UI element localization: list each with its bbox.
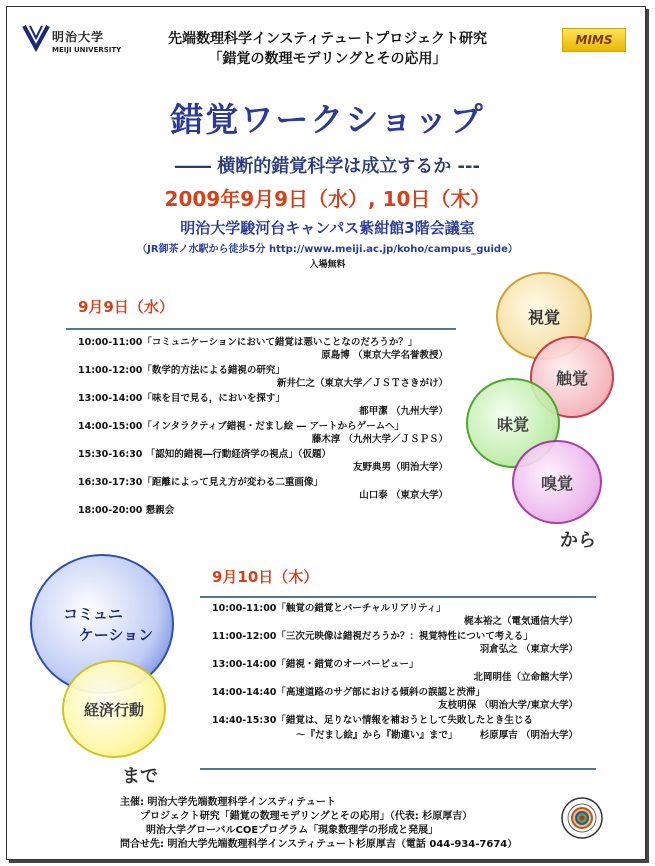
economics-label: 経済行動 <box>83 700 144 719</box>
admission-note: 入場無料 <box>309 260 346 270</box>
day1-schedule <box>78 336 448 519</box>
session-speaker: 藤木淳 （九州大学／ＪＳＰＳ） <box>311 434 448 445</box>
logo-text-jp: 明治大学 <box>52 30 105 44</box>
session-line: 15:30-16:30 「認知的錯視―行動経済学の視点」（仮題） <box>78 449 331 460</box>
session-line: ～『だまし絵』から『勘違い』まで」 <box>296 730 458 741</box>
logo-text-en: MEIJI UNIVERSITY <box>52 46 122 54</box>
session-line: 14:40-15:30「錯覚は、足りない情報を補おうとして失敗したとき生じる <box>212 715 533 726</box>
project-line: 先端数理科学インスティテュートプロジェクト研究 <box>167 31 488 47</box>
session-speaker: 都甲潔 （九州大学） <box>359 406 448 417</box>
taste-label: 味覚 <box>496 414 529 434</box>
footer-project: プロジェクト研究「錯覚の数理モデリングとその応用」（代表: 杉原厚吉） <box>140 811 473 822</box>
session-speaker: 北岡明佳（立命館大学） <box>473 672 578 683</box>
footer-organizer: 主催: 明治大学先端数理科学インスティテュート <box>120 797 336 808</box>
session-speaker: 山口泰 （東京大学） <box>359 490 448 501</box>
day2-heading: 9月10日（木） <box>212 568 319 586</box>
session-speaker: 羽倉弘之 （東京大学） <box>479 644 578 655</box>
session-line: 14:00-14:40「高速道路のサグ部における傾斜の誤認と渋滞」 <box>212 687 486 698</box>
session-speaker: 友枝明保 （明治大学/東京大学） <box>438 700 578 711</box>
event-subtitle: ―― 横断的錯覚科学は成立するか --- <box>175 156 480 177</box>
event-venue: 明治大学駿河台キャンパス紫紺館3階会議室 <box>180 219 475 237</box>
communication-label-2: ケーション <box>78 626 154 644</box>
session-line: 11:00-12:00「三次元映像は錯視だろうか？：視覚特性について考える」 <box>212 631 533 642</box>
session-speaker: 新井仁之（東京大学／ＪＳＴさきがけ） <box>276 378 448 389</box>
gcoe-seal-icon <box>560 796 604 840</box>
session-line: 14:00-15:00「インタラクティブ錯視・だまし絵 ― アートからゲームへ」 <box>78 421 405 432</box>
touch-label: 触覚 <box>555 368 588 388</box>
from-label: から <box>560 530 596 551</box>
smell-circle <box>512 440 602 524</box>
economics-circle <box>62 660 166 758</box>
session-line: 13:00-14:00「味を目で見る，においを探す」 <box>78 393 285 404</box>
event-access: （JR御茶ノ水駅から徒歩5分 http://www.meiji.ac.jp/koho/campus_guide） <box>137 244 518 255</box>
until-label: まで <box>122 766 158 787</box>
event-title: 錯覚ワークショップ <box>170 100 485 139</box>
footer-contact: 問合せ先: 明治大学先端数理科学インスティテュート杉原厚吉（電話 044-934-7674） <box>120 839 518 850</box>
session-speaker: 梶本裕之（電気通信大学） <box>463 616 578 627</box>
sight-label: 視覚 <box>527 307 560 327</box>
session-line: 11:00-12:00「数学的方法による錯視の研究」 <box>78 365 285 376</box>
footer-gcoe: 明治大学グローバルCOEプログラム「現象数理学の形成と発展」 <box>146 825 439 836</box>
event-date: 2009年9月9日（水）, 10日（木） <box>164 187 491 211</box>
session-line: 13:00-14:00「錯視・錯覚のオーバービュー」 <box>212 659 419 670</box>
session-line: 10:00-11:00「触覚の錯覚とバーチャルリアリティ」 <box>212 603 446 614</box>
mims-logo: MIMS <box>562 28 626 52</box>
session-speaker: 原島博 （東京大学名誉教授） <box>321 350 448 361</box>
session-speaker: 友野典男（明治大学） <box>352 462 448 473</box>
session-line: 16:30-17:30「距離によって見え方が変わる二重画像」 <box>78 477 323 488</box>
day1-rule <box>66 328 456 330</box>
session-speaker: 杉原厚吉 （明治大学） <box>479 730 578 741</box>
day2-schedule <box>212 602 578 742</box>
session-line: 18:00-20:00 懇親会 <box>78 505 175 516</box>
communication-label-1: コミュニ <box>63 605 123 623</box>
smell-label: 嗅覚 <box>540 473 573 493</box>
session-line: 10:00-11:00「コミュニケーションにおいて錯覚は悪いことなのだろうか？」 <box>78 337 418 348</box>
day2-rule <box>200 596 596 598</box>
project-title: 「錯覚の数理モデリングとその応用」 <box>208 51 447 67</box>
session-row <box>212 729 578 742</box>
day1-heading: 9月9日（水） <box>78 298 174 316</box>
day2-bottom-rule <box>200 768 596 770</box>
